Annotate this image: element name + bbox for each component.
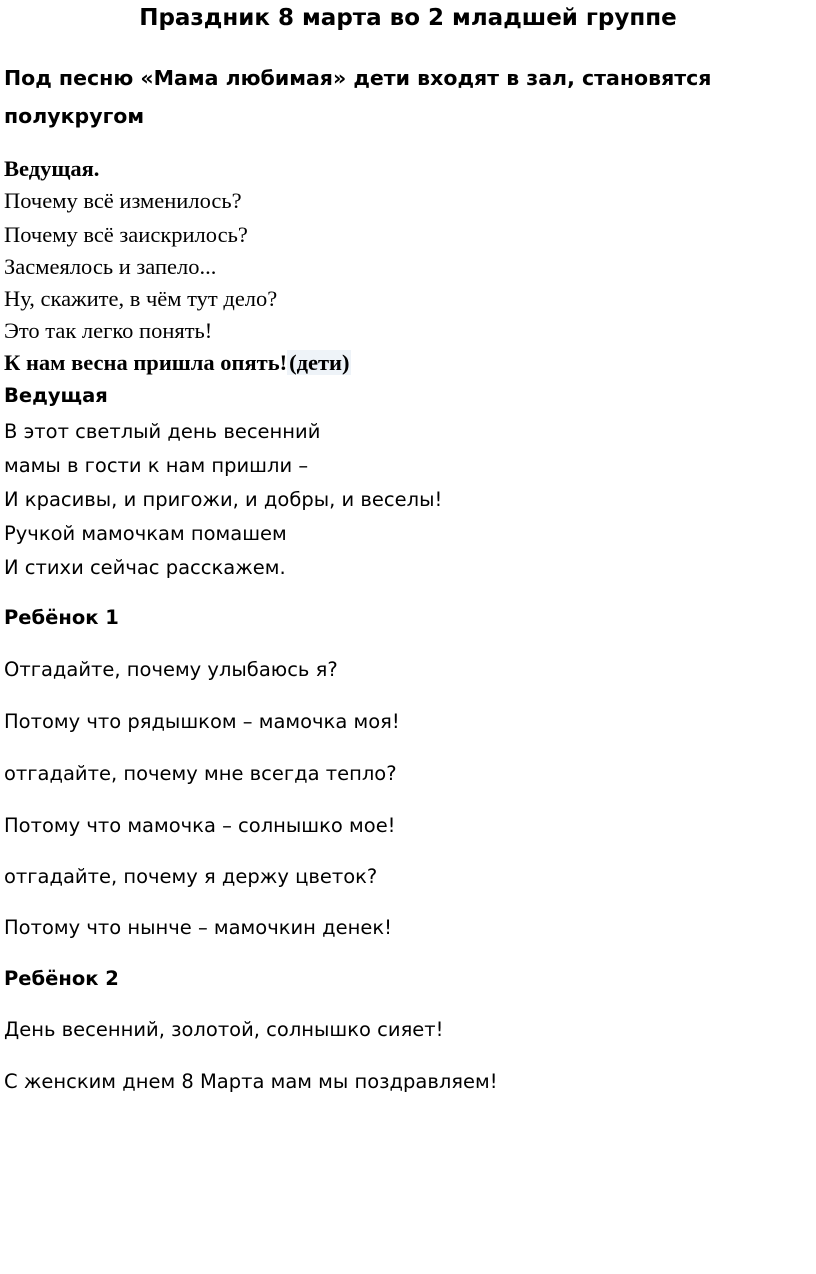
verse-line-text: К нам весна пришла опять! xyxy=(4,350,288,375)
verse-line: Почему всё заискрилось? xyxy=(4,222,248,247)
verse-line: С женским днем 8 Марта мам мы поздравляем! xyxy=(4,1070,498,1093)
intro-line-1: Под песню «Мама любимая» дети входят в зал, становятся xyxy=(4,66,712,90)
speaker-heading-host: Ведущая xyxy=(4,384,108,407)
verse-line: Это так легко понять! xyxy=(4,318,213,343)
intro-line-2: полукругом xyxy=(4,104,145,128)
verse-line: отгадайте, почему я держу цветок? xyxy=(4,865,378,888)
stage-note-children: (дети) xyxy=(289,350,350,375)
verse-line-with-note xyxy=(4,350,351,376)
verse-line: Ну, скажите, в чём тут дело? xyxy=(4,286,278,311)
verse-line: Потому что мамочка – солнышко мое! xyxy=(4,814,396,837)
verse-line: Потому что рядышком – мамочка моя! xyxy=(4,710,400,733)
speaker-heading-child-1: Ребёнок 1 xyxy=(4,606,119,629)
verse-line: И красивы, и пригожи, и добры, и веселы! xyxy=(4,488,443,511)
verse-line: День весенний, золотой, солнышко сияет! xyxy=(4,1018,444,1041)
verse-line: Отгадайте, почему улыбаюсь я? xyxy=(4,658,338,681)
verse-line: В этот светлый день весенний xyxy=(4,420,321,443)
verse-line: Ручкой мамочкам помашем xyxy=(4,522,287,545)
verse-line: отгадайте, почему мне всегда тепло? xyxy=(4,762,397,785)
verse-line: мамы в гости к нам пришли – xyxy=(4,454,309,477)
verse-line: И стихи сейчас расскажем. xyxy=(4,556,286,579)
page-title: Праздник 8 марта во 2 младшей группе xyxy=(139,5,677,31)
verse-line: Почему всё изменилось? xyxy=(4,188,242,213)
speaker-heading-child-2: Ребёнок 2 xyxy=(4,967,119,990)
speaker-heading-host: Ведущая. xyxy=(4,156,100,181)
verse-line: Засмеялось и запело... xyxy=(4,254,217,279)
verse-line: Потому что нынче – мамочкин денек! xyxy=(4,916,392,939)
